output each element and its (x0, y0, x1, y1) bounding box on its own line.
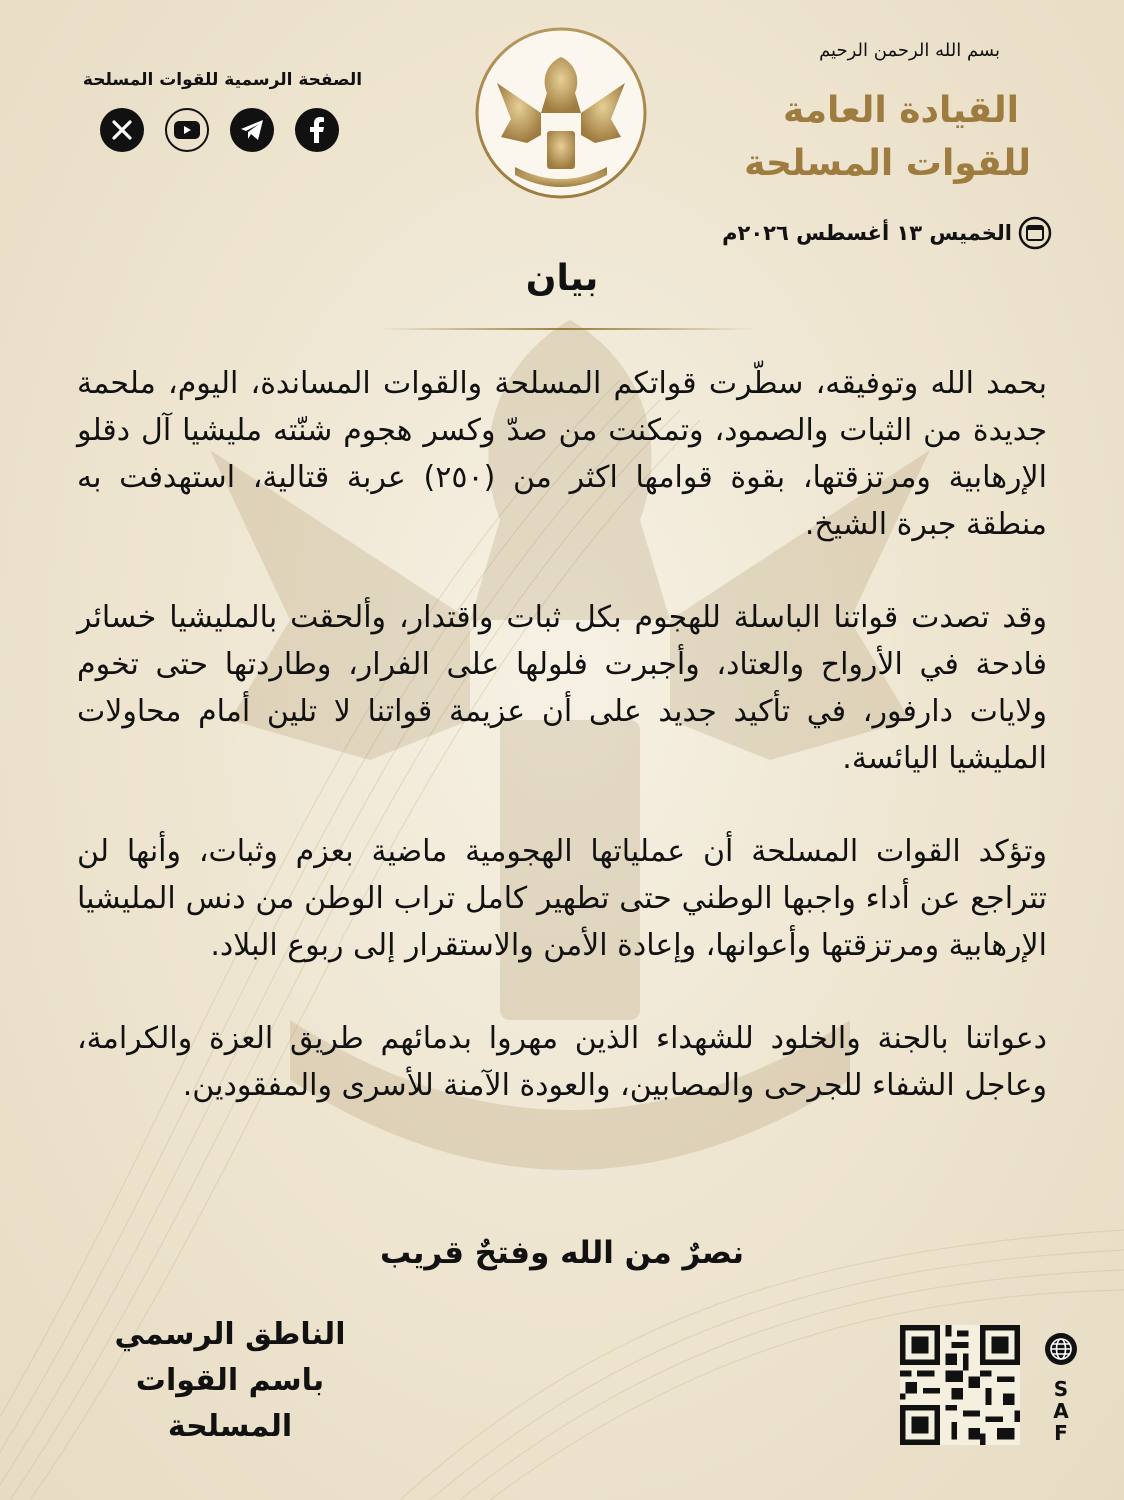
qr-code[interactable] (900, 1325, 1020, 1445)
title-divider (378, 328, 756, 330)
official-page-label: الصفحة الرسمية للقوات المسلحة (82, 70, 363, 90)
saf-letter-a: A (1053, 1399, 1069, 1423)
statement-date (722, 216, 1052, 250)
armed-forces-title: للقوات المسلحة (744, 143, 1031, 184)
closing-phrase: نصرٌ من الله وفتحٌ قريب (379, 1235, 745, 1271)
x-icon[interactable] (100, 108, 144, 152)
signature-line-1: الناطق الرسمي (114, 1317, 346, 1352)
spokesperson-signature (70, 1312, 390, 1450)
general-command-title: القيادة العامة (782, 90, 1019, 131)
date-text: الخميس ١٣ أغسطس ٢٠٢٦م (722, 221, 1012, 245)
saf-logo-text (1048, 1378, 1074, 1444)
paragraph-2: وقد تصدت قواتنا الباسلة للهجوم بكل ثبات واقتدار، وألحقت بالمليشيا خسائر فادحة في الأرواح والعتاد، وأجبرت فلولها على الفرار، وطاردتها حتى تخوم ولايات دارفور، في تأكيد جديد على أن عزيمة قواتنا لا تلين أمام محاولات المليشيا اليائسة. (77, 600, 1047, 776)
youtube-icon[interactable] (165, 108, 209, 152)
statement-body (77, 360, 1047, 1109)
paragraph-1: بحمد الله وتوفيقه، سطّرت قواتكم المسلحة والقوات المساندة، اليوم، ملحمة جديدة من الثبات والصمود، وتمكنت من صدّ وكسر هجوم شنّته مليشيا آل دقلو الإرهابية ومرتزقتها، بقوة قوامها اكثر من (٢٥٠) عربة قتالية، استهدفت به منطقة جبرة الشيخ. (77, 366, 1047, 542)
paragraph-3: وتؤكد القوات المسلحة أن عملياتها الهجومية ماضية بعزم وثبات، وأنها لن تتراجع عن أداء واجبها الوطني حتى تطهير كامل تراب الوطن من دنس المليشيا الإرهابية ومرتزقتها وأعوانها، وإعادة الأمن والاستقرار إلى ربوع البلاد. (77, 834, 1047, 963)
globe-icon (1043, 1331, 1079, 1367)
social-links (100, 108, 339, 152)
calendar-icon (1018, 216, 1052, 250)
facebook-icon[interactable] (295, 108, 339, 152)
saf-letter-f: F (1054, 1421, 1068, 1445)
paragraph-4: دعواتنا بالجنة والخلود للشهداء الذين مهروا بدمائهم طريق العزة والكرامة، وعاجل الشفاء للجرحى والمصابين، والعودة الآمنة للأسرى والمفقودين. (77, 1021, 1047, 1103)
saf-letter-s: S (1053, 1377, 1069, 1401)
basmala: بسم الله الرحمن الرحيم (819, 40, 1000, 61)
armed-forces-emblem (475, 27, 647, 199)
statement-title: بيان (525, 258, 599, 299)
telegram-icon[interactable] (230, 108, 274, 152)
signature-line-2: باسم القوات المسلحة (135, 1363, 325, 1444)
